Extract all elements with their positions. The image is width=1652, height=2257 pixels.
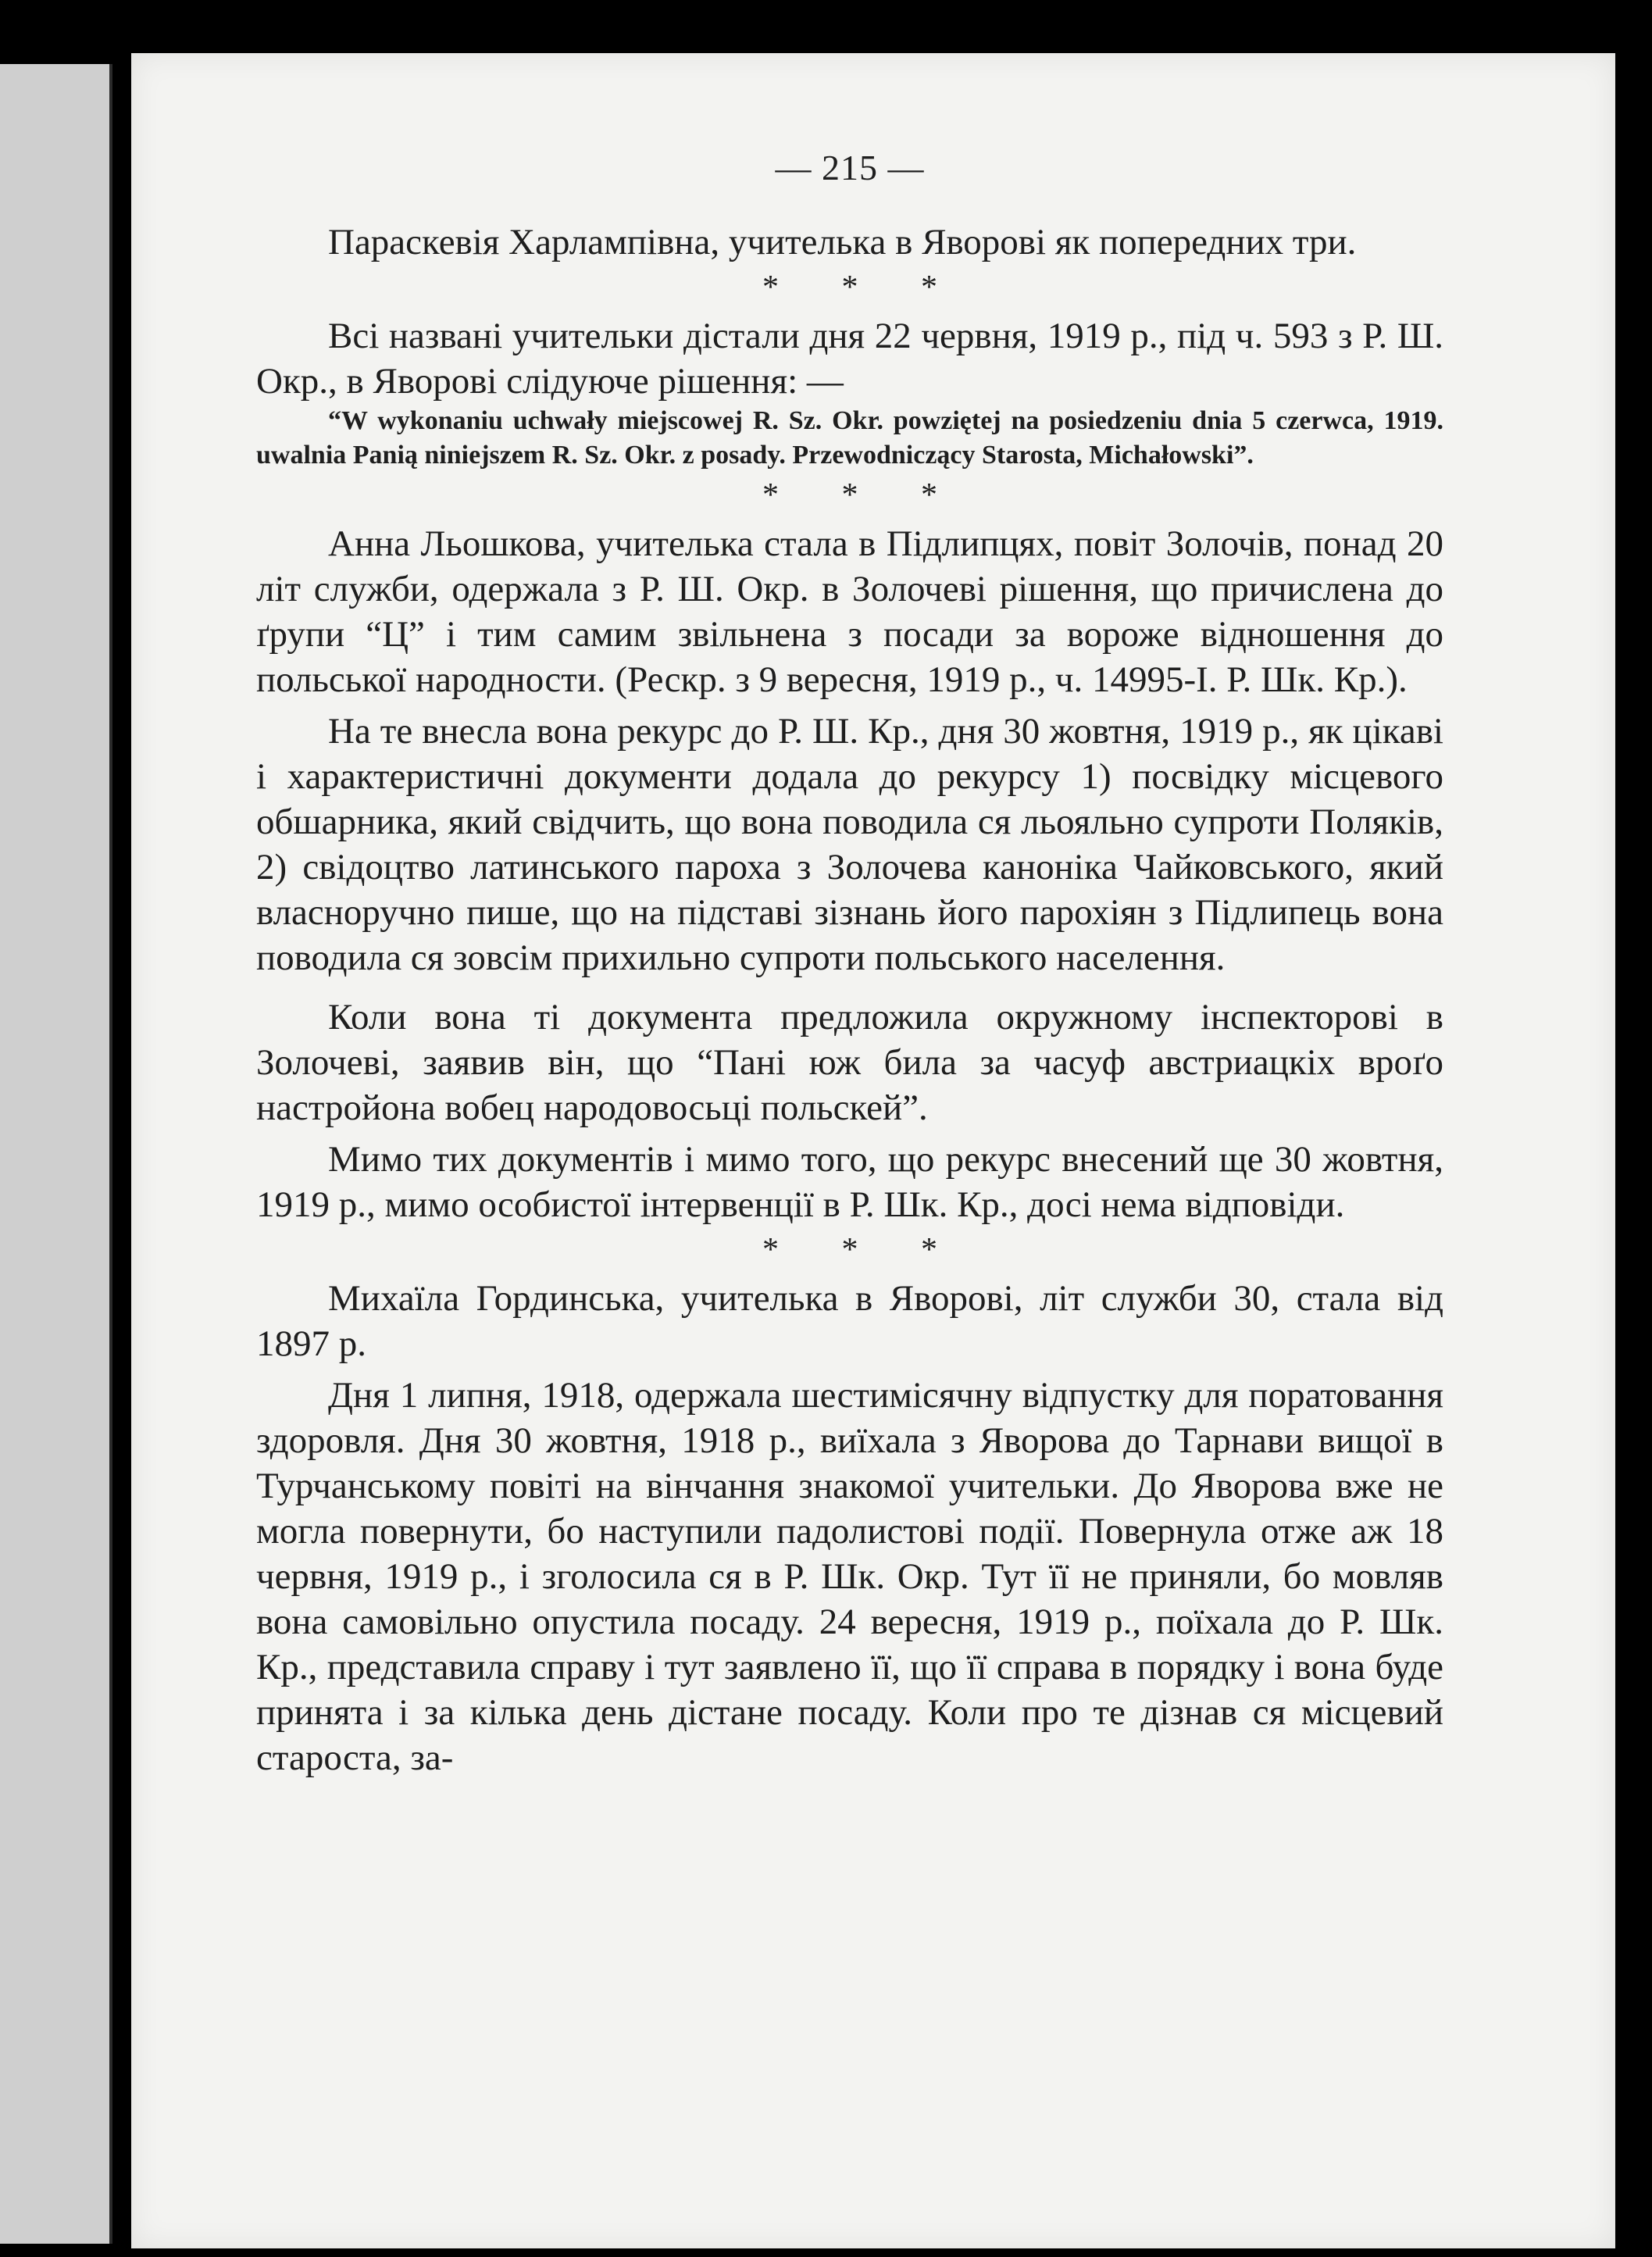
previous-page-edge	[0, 64, 112, 2244]
page-number: — 215 —	[775, 148, 925, 187]
section-separator-2: * * *	[762, 477, 937, 513]
paragraph-4: На те внесла вона рекурс до Р. Ш. Кр., дня 30 жовтня, 1919 р., як цікаві і характеристичні документи додала до рекурсу 1) посвідку місцевого обшарника, який свідчить, що вона поводила ся льояльно супроти Поляків, 2) свідоцтво латинського пароха з Золочева каноніка Чайковського, який власноручно пише, що на підставі зізнань його парохіян з Підлипець вона поводила ся зовсім прихильно супроти польського населення.	[256, 711, 1443, 978]
paragraph-1: Параскевія Харлампівна, учителька в Яворові як попередних три.	[328, 222, 1357, 262]
paragraph-2: Всі названі учительки дістали дня 22 червня, 1919 р., під ч. 593 з Р. Ш. Окр., в Яворові слідуюче рішення: —	[256, 316, 1443, 402]
paragraph-6: Мимо тих документів і мимо того, що рекурс внесений ще 30 жовтня, 1919 р., мимо особистої інтервенції в Р. Шк. Кр., досі нема відповіди.	[256, 1139, 1443, 1225]
page-content	[256, 147, 1443, 1780]
paragraph-3: Анна Льошкова, учителька стала в Підлипцях, повіт Золочів, понад 20 літ служби, одержала з Р. Ш. Окр. в Золочеві рішення, що причислена до ґрупи “Ц” і тим самим звільнена з посади за вороже відношення до польської народности. (Рескр. з 9 вересня, 1919 р., ч. 14995-І. Р. Шк. Кр.).	[256, 523, 1443, 700]
book-page	[131, 53, 1615, 2248]
paragraph-8: Дня 1 липня, 1918, одержала шестимісячну відпустку для поратовання здоровля. Дня 30 жовтня, 1918 р., виїхала з Яворова до Тарнави вищої в Турчанському повіті на вінчання знакомої учительки. До Яворова вже не могла повернути, бо наступили падолистові події. Повернула отже аж 18 червня, 1919 р., і зголосила ся в Р. Шк. Окр. Тут її не приняли, бо мовляв вона самовільно опустила посаду. 24 вересня, 1919 р., поїхала до Р. Шк. Кр., представила справу і тут заявлено її, що її справа в порядку і вона буде принята і за кілька день дістане посаду. Коли про те дізнав ся місцевий староста, за-	[256, 1375, 1443, 1778]
section-separator-1: * * *	[762, 270, 937, 305]
paragraph-5: Коли вона ті документа предложила окружному інспекторові в Золочеві, заявив він, що “Пані юж била за часуф австриацкіх вроґо настройона вобец народовосьці польскей”.	[256, 997, 1443, 1128]
polish-quote: “W wykonaniu uchwały miejscowej R. Sz. Okr. powziętej na posiedzeniu dnia 5 czerwca, 1919. uwalnia Panią niniejszem R. Sz. Okr. z posady. Przewodniczący Starosta, Michałowski”.	[256, 406, 1443, 470]
paragraph-7: Михаїла Гординська, учителька в Яворові, літ служби 30, стала від 1897 р.	[256, 1278, 1443, 1364]
section-separator-3: * * *	[762, 1232, 937, 1268]
